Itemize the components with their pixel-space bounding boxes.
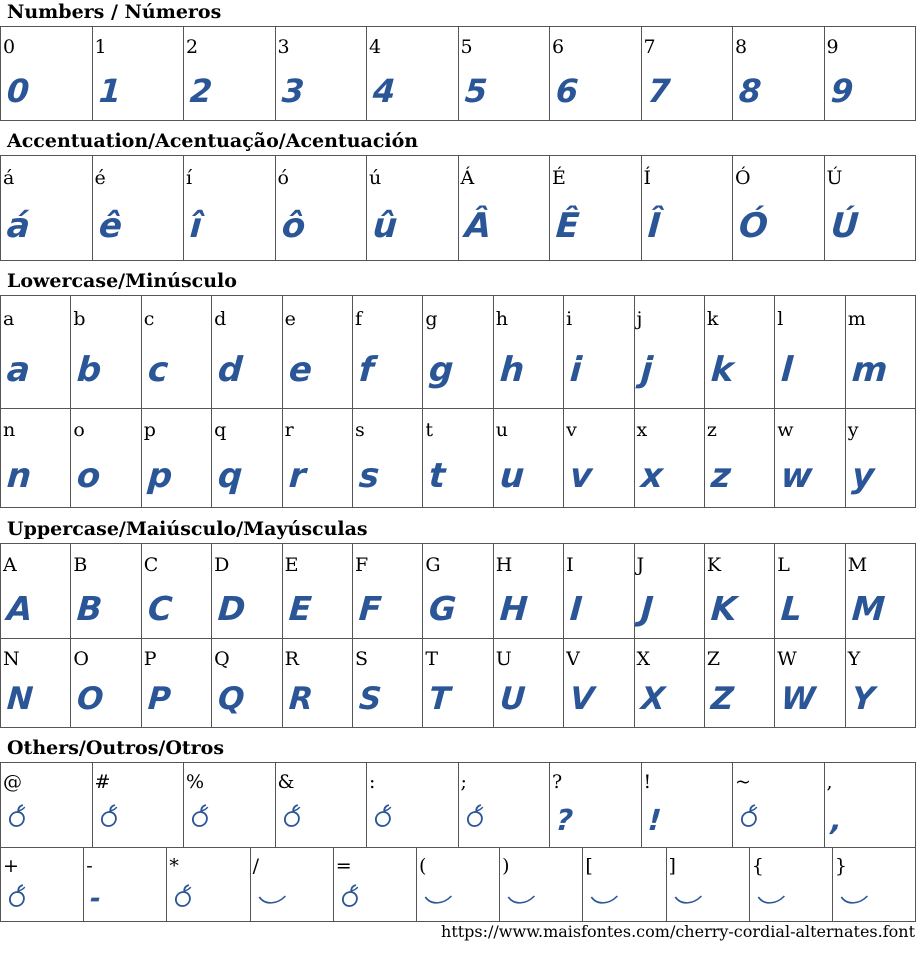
glyph-cell	[564, 409, 634, 507]
uppercase-grid-row-2	[0, 638, 916, 728]
glyph-cell	[733, 763, 825, 847]
font-glyph-sample: i	[568, 350, 584, 390]
character-label: í	[186, 167, 193, 189]
character-label: C	[143, 554, 159, 576]
character-label: G	[425, 554, 441, 576]
character-label: #	[94, 771, 111, 793]
character-label: n	[3, 419, 16, 441]
font-glyph-sample: q	[216, 456, 244, 496]
cherry-icon	[339, 884, 363, 911]
character-label: (	[418, 855, 427, 877]
character-label: É	[552, 167, 566, 189]
font-glyph-sample: B	[76, 589, 104, 628]
character-label: s	[354, 419, 365, 441]
section-title-uppercase: Uppercase/Maiúsculo/Mayúsculas	[7, 518, 368, 540]
character-label: 2	[186, 36, 199, 58]
uppercase-grid-row-1	[0, 543, 916, 639]
character-label: E	[284, 554, 299, 576]
font-glyph-sample: b	[75, 350, 104, 390]
font-glyph-sample: Ó	[737, 206, 770, 246]
character-label: ,	[826, 771, 833, 793]
glyph-cell	[423, 409, 493, 507]
glyph-cell	[212, 409, 282, 507]
swash-icon	[506, 893, 537, 910]
font-glyph-sample: U	[498, 681, 527, 717]
others-grid-row-1	[0, 762, 916, 848]
glyph-cell	[550, 763, 642, 847]
glyph-cell	[142, 296, 212, 408]
font-glyph-sample: f	[357, 350, 376, 390]
character-label: X	[636, 648, 651, 670]
character-label: x	[636, 419, 648, 441]
character-label: 0	[3, 36, 16, 58]
glyph-cell	[93, 156, 185, 260]
character-label: }	[834, 855, 847, 877]
font-glyph-sample: d	[216, 350, 244, 390]
character-label: T	[425, 648, 439, 670]
swash-icon	[422, 893, 453, 910]
font-glyph-sample: m	[850, 350, 889, 390]
swash-icon	[256, 893, 287, 910]
character-label: y	[847, 419, 859, 441]
font-glyph-sample: I	[568, 589, 584, 628]
glyph-cell	[142, 409, 212, 507]
font-glyph-sample: 4	[371, 72, 397, 110]
glyph-cell	[212, 639, 282, 727]
character-label: L	[777, 554, 790, 576]
font-glyph-sample: Q	[216, 681, 246, 717]
font-glyph-sample: z	[709, 456, 733, 496]
font-glyph-sample: y	[850, 456, 876, 496]
glyph-cell	[564, 296, 634, 408]
character-label: +	[3, 855, 19, 877]
character-label: 3	[277, 36, 290, 58]
glyph-cell	[635, 296, 705, 408]
character-label: P	[143, 648, 157, 670]
glyph-cell	[71, 639, 141, 727]
cherry-icon	[172, 884, 196, 911]
glyph-cell	[550, 27, 642, 120]
font-glyph-sample: 9	[829, 72, 855, 110]
font-glyph-sample: l	[779, 350, 795, 390]
character-label: b	[73, 308, 86, 330]
character-label: 7	[643, 36, 656, 58]
glyph-cell	[367, 763, 459, 847]
lowercase-grid-row-2	[0, 408, 916, 508]
character-label: *	[169, 855, 179, 877]
font-glyph-sample: D	[216, 589, 247, 628]
character-label: V	[566, 648, 580, 670]
font-glyph-sample: 6	[554, 72, 580, 110]
character-label: S	[354, 648, 368, 670]
font-glyph-sample: 2	[188, 72, 214, 110]
character-label: ;	[460, 771, 467, 793]
glyph-cell	[733, 156, 825, 260]
glyph-cell	[184, 156, 276, 260]
glyph-cell	[423, 639, 493, 727]
character-label: @	[3, 771, 22, 793]
font-glyph-sample: 8	[737, 72, 763, 110]
glyph-cell	[494, 544, 564, 638]
glyph-cell	[705, 639, 775, 727]
glyph-cell	[846, 639, 915, 727]
character-label: ó	[277, 167, 289, 189]
character-label: q	[214, 419, 227, 441]
font-glyph-sample: G	[427, 589, 458, 628]
character-label: w	[777, 419, 794, 441]
font-glyph-sample: ô	[280, 206, 307, 246]
glyph-cell	[353, 296, 423, 408]
section-title-lowercase: Lowercase/Minúsculo	[7, 270, 237, 292]
glyph-cell	[775, 296, 845, 408]
font-glyph-sample: L	[779, 589, 804, 628]
font-glyph-sample: r	[287, 456, 307, 496]
character-label: Í	[643, 167, 652, 189]
character-label: r	[284, 419, 294, 441]
font-glyph-sample: s	[357, 456, 381, 496]
glyph-cell	[1, 848, 84, 921]
glyph-cell	[846, 544, 915, 638]
character-label: I	[566, 554, 574, 576]
character-label: :	[369, 771, 376, 793]
font-glyph-sample: w	[779, 456, 815, 496]
character-label: M	[847, 554, 868, 576]
font-glyph-sample: j	[639, 350, 654, 390]
font-glyph-sample: p	[146, 456, 174, 496]
character-label: Á	[460, 167, 475, 189]
glyph-cell	[1, 763, 93, 847]
font-glyph-sample: N	[5, 681, 35, 717]
font-glyph-sample: 7	[646, 72, 672, 110]
glyph-cell	[1, 296, 71, 408]
character-label: D	[214, 554, 230, 576]
font-glyph-sample: H	[498, 589, 529, 628]
cherry-icon	[189, 804, 213, 831]
character-label: ?	[552, 771, 563, 793]
character-label: {	[751, 855, 764, 877]
glyph-cell	[775, 409, 845, 507]
font-glyph-sample: Z	[709, 681, 735, 717]
glyph-cell	[635, 544, 705, 638]
character-label: i	[566, 308, 573, 330]
character-label: Ú	[826, 167, 843, 189]
character-label: N	[3, 648, 20, 670]
others-grid-row-2	[0, 847, 916, 922]
footer-url[interactable]: https://www.maisfontes.com/cherry-cordial-alternates.font	[441, 922, 915, 941]
character-label: a	[3, 308, 15, 330]
glyph-cell	[334, 848, 417, 921]
glyph-cell	[825, 27, 916, 120]
character-label: R	[284, 648, 299, 670]
glyph-cell	[1, 409, 71, 507]
glyph-cell	[167, 848, 250, 921]
font-glyph-sample: C	[146, 589, 174, 628]
numbers-grid-row	[0, 26, 916, 121]
character-label: !	[643, 771, 652, 793]
font-glyph-sample: A	[5, 589, 34, 628]
character-label: ú	[369, 167, 382, 189]
glyph-cell	[71, 544, 141, 638]
glyph-cell	[825, 763, 916, 847]
font-glyph-sample: S	[357, 681, 383, 717]
glyph-cell	[71, 409, 141, 507]
character-label: k	[706, 308, 719, 330]
glyph-cell	[750, 848, 833, 921]
swash-icon	[838, 893, 869, 910]
character-label: /	[252, 855, 259, 877]
glyph-cell	[184, 763, 276, 847]
glyph-cell	[367, 156, 459, 260]
glyph-cell	[583, 848, 666, 921]
glyph-cell	[642, 763, 734, 847]
character-label: F	[354, 554, 369, 576]
font-glyph-sample: Y	[850, 681, 876, 717]
character-label: 4	[369, 36, 382, 58]
glyph-cell	[564, 639, 634, 727]
character-label: u	[495, 419, 508, 441]
glyph-cell	[84, 848, 167, 921]
glyph-cell	[276, 763, 368, 847]
character-label: ]	[668, 855, 676, 877]
font-glyph-sample: Ú	[829, 206, 860, 246]
character-label: =	[335, 855, 352, 877]
font-glyph-sample: o	[75, 456, 103, 496]
font-glyph-sample: Î	[646, 206, 662, 246]
glyph-cell	[283, 409, 353, 507]
glyph-cell	[642, 156, 734, 260]
character-label: l	[777, 308, 784, 330]
glyph-cell	[564, 544, 634, 638]
font-glyph-sample: x	[639, 456, 664, 496]
cherry-icon	[6, 804, 30, 831]
character-label: 6	[552, 36, 565, 58]
glyph-cell	[423, 544, 493, 638]
font-glyph-sample: 0	[5, 72, 31, 110]
font-glyph-sample: ?	[554, 803, 575, 837]
glyph-cell	[459, 763, 551, 847]
glyph-cell	[423, 296, 493, 408]
glyph-cell	[212, 296, 282, 408]
glyph-cell	[276, 156, 368, 260]
character-label: U	[495, 648, 512, 670]
character-label: %	[186, 771, 205, 793]
glyph-cell	[494, 296, 564, 408]
character-label: g	[425, 308, 438, 330]
character-label: W	[777, 648, 797, 670]
character-label: 1	[94, 36, 107, 58]
glyph-cell	[353, 544, 423, 638]
cherry-icon	[98, 804, 122, 831]
font-glyph-sample: á	[5, 206, 32, 246]
character-label: Y	[847, 648, 861, 670]
font-glyph-sample: T	[428, 681, 452, 717]
character-label: A	[3, 554, 17, 576]
character-label: K	[706, 554, 722, 576]
cherry-icon	[738, 804, 762, 831]
character-label: c	[143, 308, 155, 330]
font-glyph-sample: n	[5, 456, 33, 496]
character-label: B	[73, 554, 88, 576]
glyph-cell	[846, 296, 915, 408]
character-label: e	[284, 308, 296, 330]
glyph-cell	[367, 27, 459, 120]
font-glyph-sample: g	[427, 350, 456, 390]
font-glyph-sample: a	[5, 350, 32, 390]
character-label: á	[3, 167, 15, 189]
font-glyph-sample: c	[146, 350, 170, 390]
glyph-cell	[251, 848, 334, 921]
font-glyph-sample: 1	[97, 72, 123, 110]
glyph-cell	[283, 296, 353, 408]
character-label: Ó	[735, 167, 751, 189]
character-label: v	[566, 419, 577, 441]
glyph-cell	[459, 27, 551, 120]
font-glyph-sample: u	[498, 456, 526, 496]
font-glyph-sample: ê	[97, 206, 123, 246]
font-glyph-sample: e	[287, 350, 314, 390]
font-glyph-sample: M	[850, 589, 886, 628]
glyph-cell	[705, 296, 775, 408]
font-glyph-sample: K	[709, 589, 738, 628]
glyph-cell	[142, 544, 212, 638]
character-label: -	[86, 855, 93, 877]
font-glyph-sample: E	[287, 589, 313, 628]
cherry-icon	[464, 804, 488, 831]
cherry-icon	[281, 804, 305, 831]
glyph-cell	[550, 156, 642, 260]
glyph-cell	[833, 848, 915, 921]
font-glyph-sample: h	[498, 350, 526, 390]
swash-icon	[589, 893, 620, 910]
glyph-cell	[283, 639, 353, 727]
glyph-cell	[635, 639, 705, 727]
glyph-cell	[276, 27, 368, 120]
font-glyph-sample: F	[357, 589, 383, 628]
character-label: H	[495, 554, 513, 576]
section-title-accents: Accentuation/Acentuação/Acentuación	[7, 130, 419, 152]
character-label: d	[214, 308, 227, 330]
glyph-cell	[1, 156, 93, 260]
cherry-icon	[372, 804, 396, 831]
character-label: h	[495, 308, 508, 330]
glyph-cell	[1, 544, 71, 638]
character-label: Q	[214, 648, 230, 670]
glyph-cell	[283, 544, 353, 638]
character-label: )	[502, 855, 510, 877]
glyph-cell	[93, 27, 185, 120]
character-label: m	[847, 308, 866, 330]
character-label: p	[143, 419, 156, 441]
character-label: &	[277, 771, 295, 793]
glyph-cell	[705, 544, 775, 638]
font-glyph-sample: !	[646, 803, 662, 837]
glyph-cell	[212, 544, 282, 638]
swash-icon	[755, 893, 786, 910]
font-glyph-sample: J	[639, 589, 655, 628]
font-glyph-sample: t	[427, 456, 448, 496]
glyph-cell	[667, 848, 750, 921]
glyph-cell	[846, 409, 915, 507]
character-label: z	[706, 419, 717, 441]
lowercase-grid-row-1	[0, 295, 916, 409]
accents-grid-row	[0, 155, 916, 261]
glyph-cell	[184, 27, 276, 120]
font-glyph-sample: X	[639, 681, 666, 717]
glyph-cell	[494, 409, 564, 507]
glyph-cell	[705, 409, 775, 507]
glyph-cell	[93, 763, 185, 847]
character-label: 8	[735, 36, 748, 58]
font-glyph-sample: k	[709, 350, 735, 390]
character-label: J	[636, 554, 645, 576]
font-glyph-sample: î	[188, 206, 204, 246]
font-glyph-sample: ,	[829, 803, 843, 837]
character-label: 9	[826, 36, 839, 58]
character-label: f	[354, 308, 362, 330]
character-label: o	[73, 419, 85, 441]
glyph-cell	[500, 848, 583, 921]
section-title-others: Others/Outros/Otros	[7, 737, 225, 759]
character-label: t	[425, 419, 433, 441]
glyph-cell	[825, 156, 916, 260]
character-label: Z	[706, 648, 721, 670]
glyph-cell	[494, 639, 564, 727]
font-glyph-sample: W	[780, 681, 817, 717]
character-label: j	[636, 308, 643, 330]
glyph-cell	[353, 639, 423, 727]
glyph-cell	[1, 27, 93, 120]
font-glyph-sample: V	[568, 681, 596, 717]
font-glyph-sample: 3	[280, 72, 306, 110]
glyph-cell	[635, 409, 705, 507]
font-glyph-sample: R	[287, 681, 314, 717]
swash-icon	[672, 893, 703, 910]
font-glyph-sample: P	[146, 681, 172, 717]
section-title-numbers: Numbers / Números	[7, 1, 222, 23]
font-glyph-sample: 5	[463, 72, 489, 110]
character-label: [	[585, 855, 593, 877]
cherry-icon	[6, 884, 30, 911]
glyph-cell	[775, 544, 845, 638]
character-label: ~	[735, 771, 751, 793]
character-label: é	[94, 167, 106, 189]
glyph-cell	[642, 27, 734, 120]
glyph-cell	[1, 639, 71, 727]
glyph-cell	[459, 156, 551, 260]
glyph-cell	[417, 848, 500, 921]
glyph-cell	[353, 409, 423, 507]
font-glyph-sample: Ê	[554, 206, 581, 246]
character-label: 5	[460, 36, 473, 58]
glyph-cell	[142, 639, 212, 727]
glyph-cell	[71, 296, 141, 408]
font-glyph-sample: -	[89, 884, 103, 914]
font-glyph-sample: Â	[463, 206, 493, 246]
character-label: O	[73, 648, 89, 670]
font-glyph-sample: v	[568, 456, 594, 496]
glyph-cell	[733, 27, 825, 120]
font-glyph-sample: û	[371, 206, 399, 246]
glyph-cell	[775, 639, 845, 727]
font-glyph-sample: O	[76, 681, 106, 717]
